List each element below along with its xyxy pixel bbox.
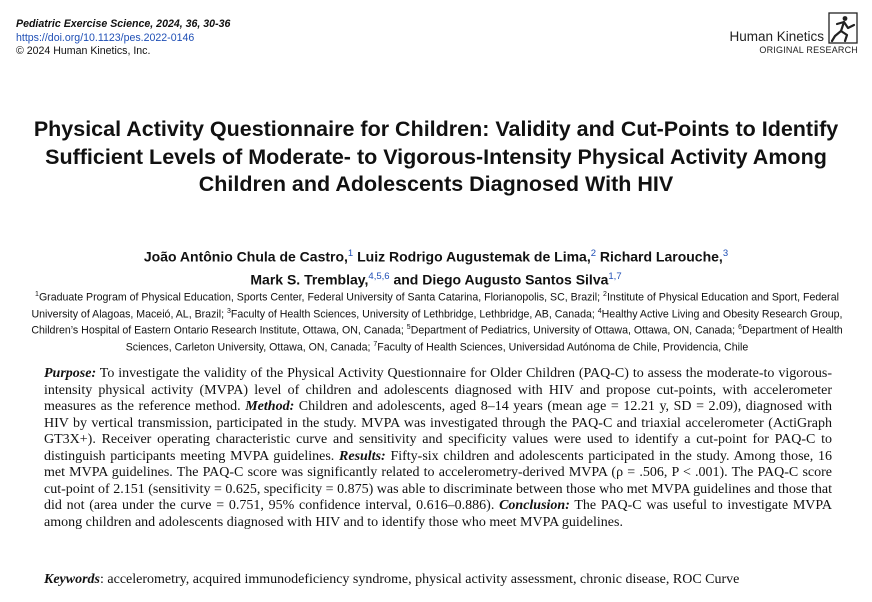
copyright-notice: © 2024 Human Kinetics, Inc. [16, 45, 151, 57]
affiliations [18, 288, 856, 354]
affiliation-number: 1 [35, 291, 39, 298]
affiliation-number: 7 [373, 340, 378, 348]
abstract-conclusion-heading: Conclusion: [499, 498, 570, 513]
author-list [20, 244, 852, 289]
keywords [44, 572, 844, 589]
abstract [44, 366, 832, 531]
journal-volume: 2024, 36, 30-36 [156, 18, 231, 30]
author-name: Luiz Rodrigo Augustemak de Lima, [357, 248, 591, 265]
keywords-heading: Keywords [44, 572, 100, 587]
journal-citation [16, 18, 230, 32]
abstract-method-heading: Method: [245, 399, 295, 414]
affiliation-number: 3 [226, 307, 231, 315]
affiliation-number: 6 [738, 324, 742, 332]
affiliation-text: Department of Health Sciences, Carleton University, Ottawa, ON, Canada; [125, 324, 843, 354]
publisher-block [729, 12, 858, 55]
abstract-method-text: Children and adolescents, aged 8–14 years (mean age = 12.21 y, SD = 2.09), diagnosed with HIV by vertical transmission, participated in the study. MVPA was investigated through the PAQ-C and triaxial accelerometer (ActiGraph GT3X+). Receiver operating characteristic curve and sensitivity and specificity values were used to identify a cut-point for PAQ-C to distinguish participants meeting MVPA guidelines. [44, 399, 832, 464]
journal-header [16, 18, 230, 59]
abstract-results-text: Fifty-six children and adolescents participated in the study. Among those, 16 met MVPA guidelines. The PAQ-C score was significantly related to accelerometry-derived MVPA (ρ = .506, P < .001). The PAQ-C score cut-point of 2.151 (sensitivity = 0.625, specificity = 0.875) was able to discriminate between those who met MVPA guidelines and those that did not (area under the curve = 0.751, 95% confidence interval, 0.616–0.886). [44, 448, 832, 513]
abstract-conclusion-text: The PAQ-C was useful to investigate MVPA among children and adolescents diagnosed with HIV and to identify those who meet MVPA guidelines. [44, 498, 832, 530]
paper-title: Physical Activity Questionnaire for Children: Validity and Cut-Points to Identify Sufficient Levels of Moderate- to Vigorous-Intensity Physical Activity Among Children and Adolescents Diagnosed With HIV [33, 117, 839, 196]
author-name: and Diego Augusto Santos Silva [393, 271, 609, 288]
article-type-label: ORIGINAL RESEARCH [759, 45, 858, 55]
author-affiliation-ref[interactable]: 4,5,6 [368, 270, 390, 282]
author-affiliation-ref[interactable]: 1 [347, 248, 354, 259]
publisher-name: Human Kinetics [729, 29, 824, 44]
abstract-results-heading: Results: [339, 448, 386, 464]
abstract-purpose-heading: Purpose: [44, 366, 97, 381]
author-name: João Antônio Chula de Castro, [143, 248, 348, 265]
author-name: Mark S. Tremblay, [250, 271, 369, 288]
author-affiliation-ref[interactable]: 1,7 [608, 270, 622, 282]
keywords-text: : accelerometry, acquired immunodeficiency syndrome, physical activity assessment, chronic disease, ROC Curve [100, 572, 740, 587]
affiliation-text: Department of Pediatrics, University of Ottawa, Ottawa, ON, Canada; [410, 324, 739, 337]
affiliation-text: Healthy Active Living and Obesity Research Group, Children’s Hospital of Eastern Ontario Research Institute, Ottawa, ON, Canada; [31, 308, 843, 337]
author-name: Richard Larouche, [599, 248, 723, 265]
affiliation-text: Faculty of Health Sciences, Universidad Autónoma de Chile, Providencia, Chile [377, 341, 749, 354]
human-kinetics-logo-icon [828, 12, 858, 44]
affiliation-number: 4 [597, 307, 602, 315]
doi-link[interactable]: https://doi.org/10.1123/pes.2022-0146 [16, 31, 195, 44]
author-affiliation-ref[interactable]: 2 [590, 248, 597, 259]
affiliation-text: Institute of Physical Education and Sport, Federal University of Alagoas, Maceió, AL, Brazil; [31, 291, 839, 321]
abstract-purpose-text: To investigate the validity of the Physical Activity Questionnaire for Older Children (PAQ-C) to assess the moderate-to vigorous-intensity physical activity (MVPA) level of children and adolescents diagnosed with HIV and propose cut-points, with accelerometer measures as the reference method. [44, 366, 832, 414]
affiliation-number: 2 [603, 291, 607, 298]
affiliation-number: 5 [406, 324, 411, 332]
affiliation-text: Graduate Program of Physical Education, Sports Center, Federal University of Santa Catarina, Florianopolis, SC, Brazil; [38, 291, 604, 304]
affiliation-text: Faculty of Health Sciences, University of Lethbridge, Lethbridge, AB, Canada; [230, 308, 598, 321]
journal-name: Pediatric Exercise Science, [16, 18, 154, 30]
author-affiliation-ref[interactable]: 3 [722, 248, 729, 259]
